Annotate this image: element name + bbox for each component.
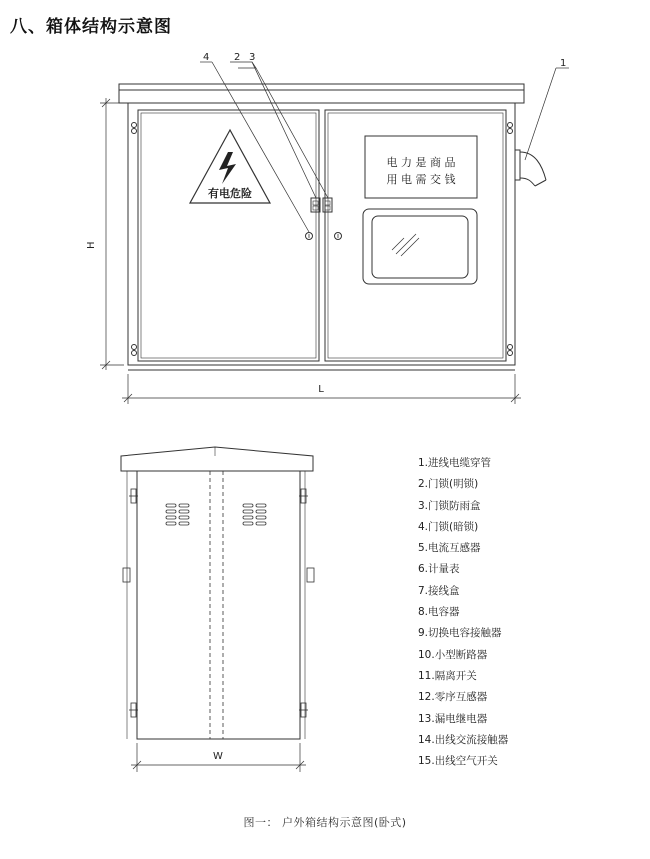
legend-item: 12.零序互感器 [418,691,488,704]
legend-item: 10.小型断路器 [418,648,488,661]
callout-3: 3 [249,52,256,63]
legend-item: 2.门锁(明锁) [418,478,479,491]
front-body [128,103,515,365]
warning-label: 有电危险 [208,187,252,200]
legend-item: 1.进线电缆穿管 [418,457,492,469]
front-view [86,52,569,404]
side-view [121,447,314,772]
legend-item: 9.切换电容接触器 [418,627,502,640]
legend-item: 14.出线交流接触器 [418,733,509,746]
legend-item: 4.门锁(暗锁) [418,520,479,533]
side-body [137,471,300,739]
legend-item: 6.计量表 [418,563,460,576]
side-roof [121,447,313,471]
legend-item: 11.隔离开关 [418,669,477,682]
callout-2: 2 [234,52,241,63]
dimension-l-label: L [318,384,324,395]
component-legend [418,453,508,772]
legend-item: 3.门锁防雨盒 [418,499,481,512]
legend-item: 8.电容器 [418,606,460,619]
notice-sign-line1: 电 力 是 商 品 [386,156,456,169]
legend-item: 5.电流互感器 [418,542,481,555]
dimension-w-label: W [213,751,223,762]
figure-caption: 图一： 户外箱结构示意图(卧式) [243,816,407,829]
notice-sign-line2: 用 电 需 交 钱 [386,173,456,186]
section-heading: 八、箱体结构示意图 [10,17,172,37]
front-roof [119,84,524,103]
legend-item: 15.出线空气开关 [418,755,498,768]
dimension-h-label: H [86,241,97,249]
callout-1: 1 [560,58,567,69]
dimension-h [100,98,124,370]
callout-4: 4 [203,52,210,63]
conduit-pipe [515,150,546,186]
legend-item: 7.接线盒 [418,584,460,597]
legend-item: 13.漏电继电器 [418,712,488,725]
